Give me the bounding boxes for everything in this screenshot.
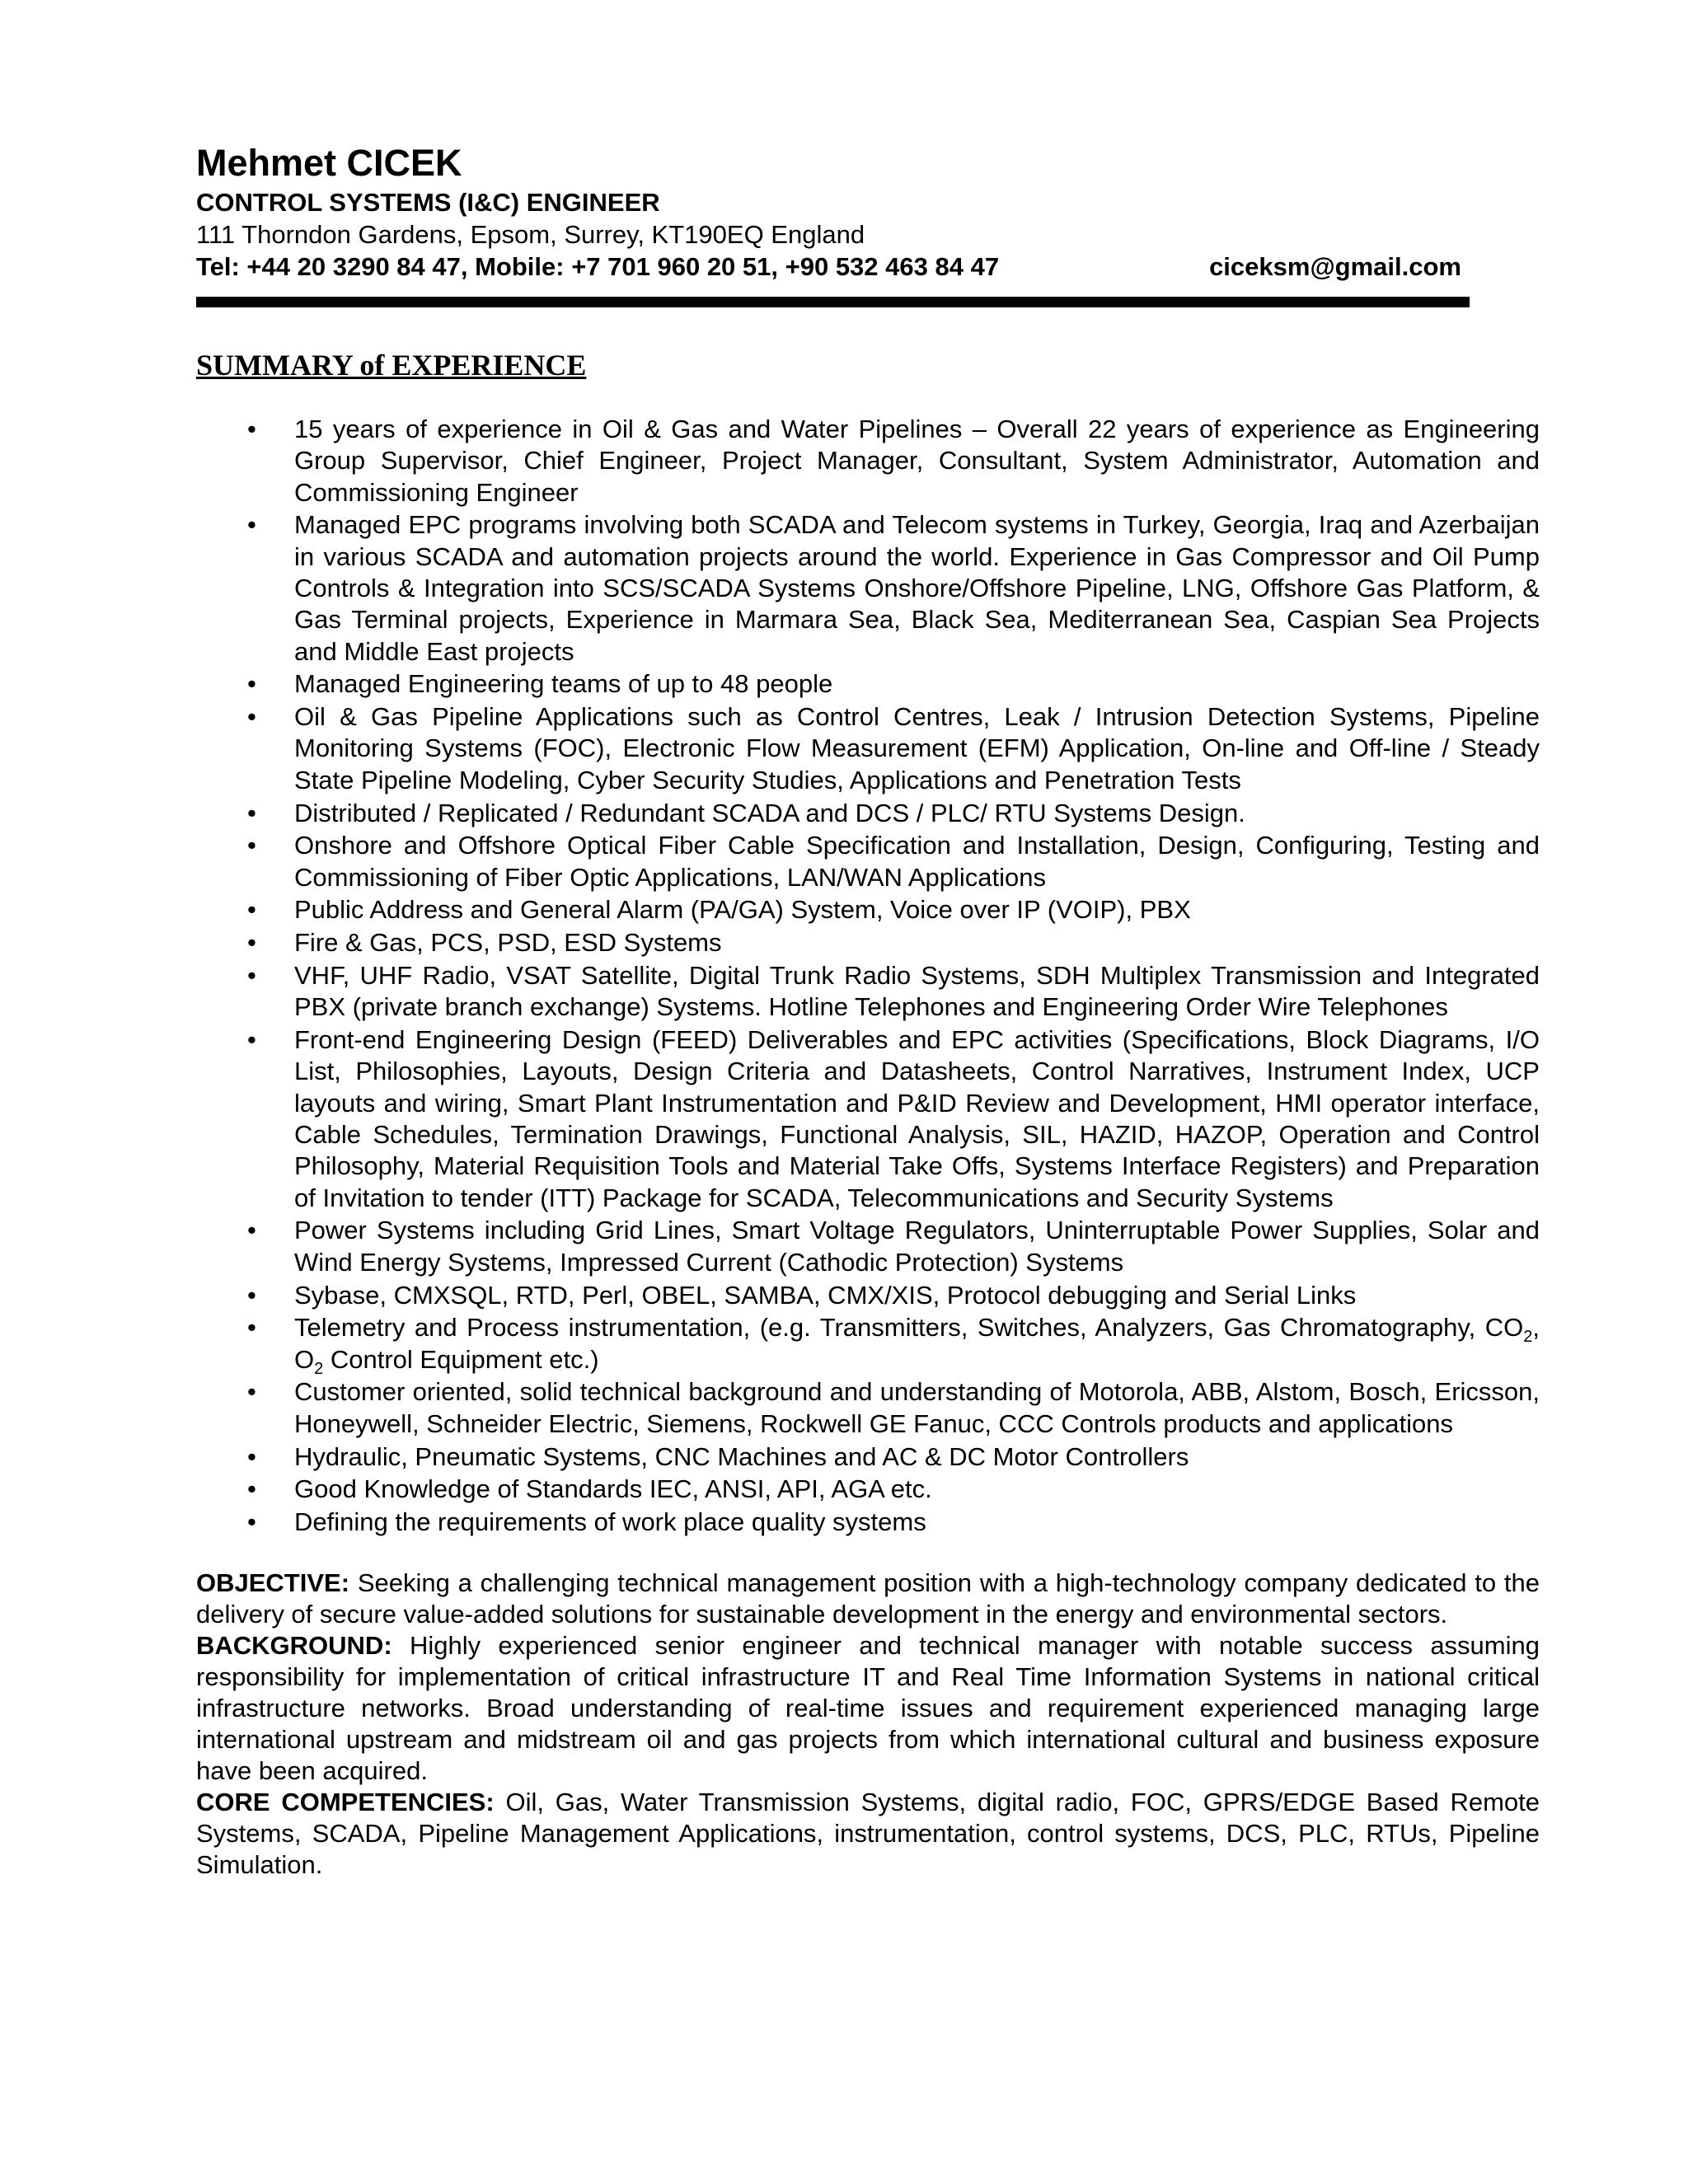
candidate-name: Mehmet CICEK [196, 142, 462, 184]
list-item: • Good Knowledge of Standards IEC, ANSI, API, AGA etc. [196, 1474, 1540, 1505]
objective-label: OBJECTIVE: [196, 1568, 350, 1598]
summary-list [196, 414, 1540, 1538]
competencies-paragraph [196, 1787, 1540, 1881]
phone-numbers: Tel: +44 20 3290 84 47, Mobile: +7 701 960 20 51, +90 532 463 84 47 [196, 252, 1000, 281]
list-item: • Public Address and General Alarm (PA/GA) System, Voice over IP (VOIP), PBX [196, 894, 1540, 926]
bullet-icon: • [247, 510, 256, 540]
list-item: • Oil & Gas Pipeline Applications such as Control Centres, Leak / Intrusion Detection Systems, Pipeline Monitoring Systems (FOC), Electronic Flow Measurement (EFM) Application, On-line and Off-line / Steady State Pipeline Modeling, Cyber Security Studies, Applications and Penetration Tests [247, 702, 1540, 794]
header-divider [196, 297, 1470, 307]
list-item: • Fire & Gas, PCS, PSD, ESD Systems [196, 927, 1540, 958]
bullet-icon: • [247, 961, 256, 991]
bullet-icon: • [247, 415, 256, 443]
contact-line [196, 251, 1461, 284]
list-item: • Sybase, CMXSQL, RTD, Perl, OBEL, SAMBA, CMX/XIS, Protocol debugging and Serial Links [196, 1280, 1540, 1311]
bullet-icon: • [247, 1025, 256, 1055]
list-item: • Managed EPC programs involving both SCADA and Telecom systems in Turkey, Georgia, Iraq and Azerbaijan in various SCADA and automation projects around the world. Experience in Gas Compressor and Oil Pump Controls & Integration into SCS/SCADA Systems Onshore/Offshore Pipeline, LNG, Offshore Gas Platform, & Gas Terminal projects, Experience in Marmara Sea, Black Sea, Mediterranean Sea, Caspian Sea Projects and Middle East projects [247, 510, 1540, 666]
list-item: • Customer oriented, solid technical background and understanding of Motorola, ABB, Alstom, Bosch, Ericsson, Honeywell, Schneider Electric, Siemens, Rockwell GE Fanuc, CCC Controls products and applications [247, 1377, 1540, 1438]
background-label: BACKGROUND: [196, 1631, 392, 1661]
competencies-label: CORE COMPETENCIES: [196, 1788, 495, 1817]
resume-page [196, 140, 1545, 1881]
background-text: Highly experienced senior engineer and technical manager with notable success assuming responsibility for implementation of critical infrastructure IT and Real Time Information Systems in national critical infrastructure networks. Broad understanding of real-time issues and requirement experienced managing large international upstream and midstream oil and gas projects from which international cultural and business exposure have been acquired. [196, 1631, 1540, 1786]
profile-paragraphs [196, 1568, 1545, 1881]
list-item: • Managed Engineering teams of up to 48 people [196, 668, 1540, 700]
bullet-icon: • [247, 669, 256, 699]
objective-text: Seeking a challenging technical management position with a high-technology company dedicated to the delivery of secure value-added solutions for sustainable development in the energy and environmental sectors. [196, 1568, 1540, 1629]
list-item: • Hydraulic, Pneumatic Systems, CNC Machines and AC & DC Motor Controllers [196, 1441, 1540, 1473]
email[interactable]: ciceksm@gmail.com [1209, 252, 1461, 281]
bullet-icon: • [247, 1313, 256, 1343]
bullet-icon: • [247, 1441, 256, 1471]
objective-paragraph [196, 1568, 1540, 1630]
list-item: • Onshore and Offshore Optical Fiber Cable Specification and Installation, Design, Configuring, Testing and Commissioning of Fiber Optic Applications, LAN/WAN Applications [247, 831, 1540, 892]
bullet-icon: • [247, 1216, 256, 1245]
job-title: CONTROL SYSTEMS (I&C) ENGINEER [196, 188, 660, 217]
background-paragraph [196, 1630, 1540, 1787]
address: 111 Thorndon Gardens, Epsom, Surrey, KT190EQ England [196, 220, 865, 249]
list-item: • Distributed / Replicated / Redundant SCADA and DCS / PLC/ RTU Systems Design. [196, 798, 1540, 829]
competencies-text: Oil, Gas, Water Transmission Systems, digital radio, FOC, GPRS/EDGE Based Remote Systems, SCADA, Pipeline Management Applications, instrumentation, control systems, DCS, PLC, RTUs, Pipeline Simulation. [196, 1788, 1540, 1880]
bullet-icon: • [247, 1377, 256, 1407]
list-item: • 15 years of experience in Oil & Gas and Water Pipelines – Overall 22 years of experience as Engineering Group Supervisor, Chief Engineer, Project Manager, Consultant, System Administrator, Automation and Commissioning Engineer [247, 415, 1540, 507]
bullet-icon: • [247, 1280, 256, 1310]
bullet-icon: • [247, 1507, 256, 1537]
list-item: • Telemetry and Process instrumentation, (e.g. Transmitters, Switches, Analyzers, Gas Chromatography, $CO_2$, $O_2$ Control Equipment etc.) [247, 1313, 1540, 1378]
list-item: • Front-end Engineering Design (FEED) Deliverables and EPC activities (Specifications, Block Diagrams, I/O List, Philosophies, Layouts, Design Criteria and Datasheets, Control Narratives, Instrument Index, UCP layouts and wiring, Smart Plant Instrumentation and P&ID Review and Development, HMI operator interface, Cable Schedules, Termination Drawings, Functional Analysis, SIL, HAZID, HAZOP, Operation and Control Philosophy, Material Requisition Tools and Material Take Offs, Systems Interface Registers) and Preparation of Invitation to tender (ITT) Package for SCADA, Telecommunications and Security Systems [247, 1025, 1540, 1212]
list-item: • VHF, UHF Radio, VSAT Satellite, Digital Trunk Radio Systems, SDH Multiplex Transmission and Integrated PBX (private branch exchange) Systems. Hotline Telephones and Engineering Order Wire Telephones [247, 961, 1540, 1022]
bullet-icon: • [247, 798, 256, 827]
list-item: • Power Systems including Grid Lines, Smart Voltage Regulators, Uninterruptable Power Supplies, Solar and Wind Energy Systems, Impressed Current (Cathodic Protection) Systems [247, 1216, 1540, 1277]
summary-heading: SUMMARY of EXPERIENCE [196, 349, 587, 382]
bullet-icon: • [247, 928, 256, 958]
bullet-icon: • [247, 895, 256, 925]
bullet-icon: • [247, 831, 256, 860]
bullet-icon: • [247, 702, 256, 732]
bullet-icon: • [247, 1474, 256, 1504]
list-item: • Defining the requirements of work place quality systems [196, 1507, 1540, 1538]
